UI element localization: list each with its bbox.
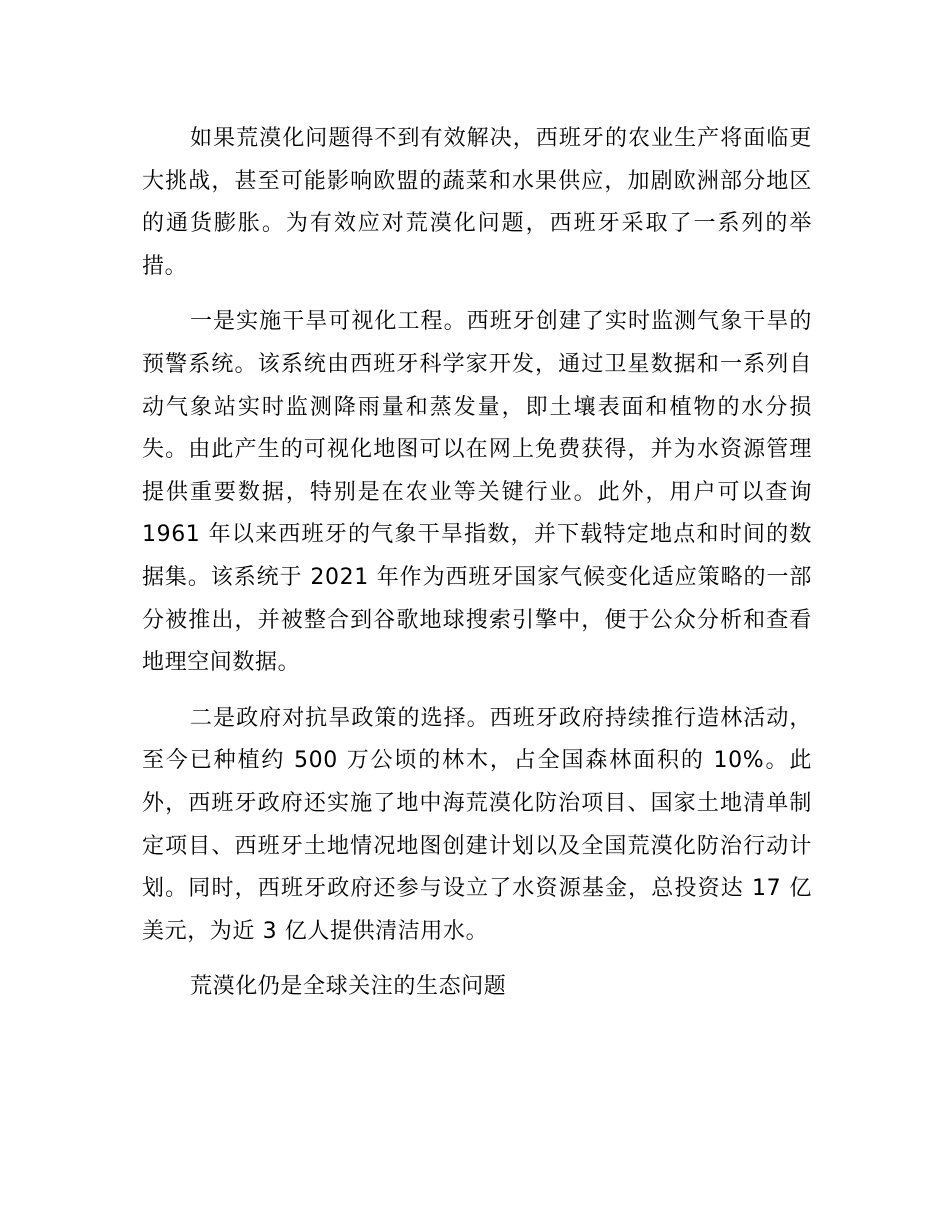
document-page xyxy=(142,118,812,1022)
paragraph-government-policy: 二是政府对抗旱政策的选择。西班牙政府持续推行造林活动，至今已种植约 500 万公顷的林木，占全国森林面积的 10%。此外，西班牙政府还实施了地中海荒漠化防治项目、国家土地清单制定项目、西班牙土地情况地图创建计划以及全国荒漠化防治行动计划。同时，西班牙政府还参与设立了水资源基金，总投资达 17 亿美元，为近 3 亿人提供清洁用水。 xyxy=(142,705,812,944)
paragraph-intro: 如果荒漠化问题得不到有效解决，西班牙的农业生产将面临更大挑战，甚至可能影响欧盟的蔬菜和水果供应，加剧欧洲部分地区的通货膨胀。为有效应对荒漠化问题，西班牙采取了一系列的举措。 xyxy=(142,126,812,279)
paragraph-drought-visualization: 一是实施干旱可视化工程。西班牙创建了实时监测气象干旱的预警系统。该系统由西班牙科学家开发，通过卫星数据和一系列自动气象站实时监测降雨量和蒸发量，即土壤表面和植物的水分损失。由此产生的可视化地图可以在网上免费获得，并为水资源管理提供重要数据，特别是在农业等关键行业。此外，用户可以查询 1961 年以来西班牙的气象干旱指数，并下载特定地点和时间的数据集。该系统于 2021 年作为西班牙国家气候变化适应策略的一部分被推出，并被整合到谷歌地球搜索引擎中，便于公众分析和查看地理空间数据。 xyxy=(142,309,812,676)
paragraph-section-heading: 荒漠化仍是全球关注的生态问题 xyxy=(190,974,507,1000)
